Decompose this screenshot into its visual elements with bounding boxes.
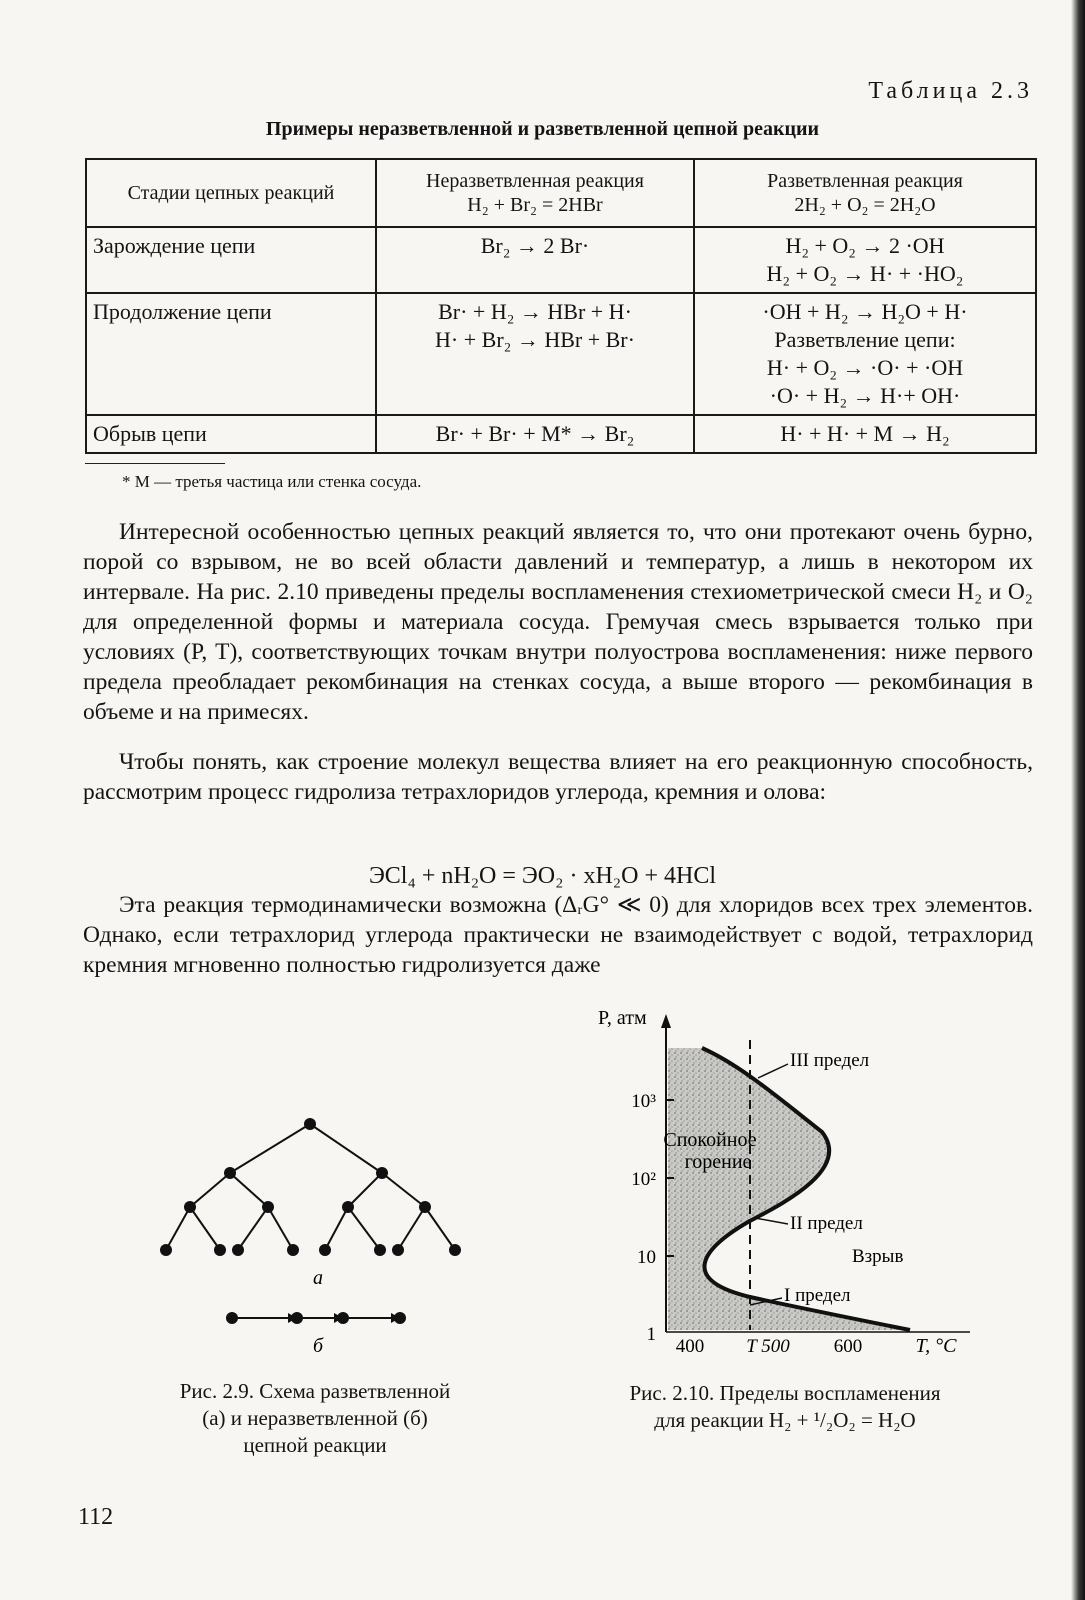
y-tick-1: 1 [646, 1324, 656, 1345]
header-stage: Стадии цепных реакций [86, 159, 376, 227]
header-branched-title: Разветвленная реакция [767, 170, 963, 192]
reaction-line: Разветвление цепи: [774, 327, 956, 352]
footnote-rule [85, 463, 225, 464]
chain-reactions-table [85, 158, 1037, 454]
stage-cell: Продолжение цепи [86, 293, 376, 415]
reaction-line: ·OH + H₂ → H₂O + H· [762, 299, 968, 324]
caption-line: (а) и неразветвленной (б) [202, 1406, 428, 1430]
reaction-line: Br₂ → 2 Br· [480, 233, 590, 258]
reaction-line: Br· + Br· + M* → Br₂ [435, 421, 635, 446]
branched-cell [694, 293, 1036, 415]
label-a: а [313, 1267, 323, 1289]
paragraph-3: Эта реакция термодинамически возможна (ΔᵣG° ≪ 0) для хлоридов всех трех элементов. Однако, если тетрахлорид углерода практически не взаимодействует с водой, тетрахлорид кремния мгновенно полностью гидролизуется даже [83, 892, 1033, 978]
table-footnote: * M — третья частица или стенка сосуда. [122, 472, 422, 491]
branched-cell [694, 415, 1036, 453]
reaction-line: H₂ + O₂ → H· + ·HO₂ [766, 261, 964, 286]
reaction-line: H· + H· + M → H₂ [780, 421, 950, 446]
y-tick-100: 10² [631, 1169, 656, 1190]
y-axis-label: P, атм [598, 1010, 647, 1029]
table-row [86, 227, 1036, 293]
reaction-line: H· + O₂ → ·O· + ·OH [766, 355, 964, 380]
explosion-label: Взрыв [852, 1246, 904, 1267]
caption-line: для реакции H₂ + ¹/₂O₂ = H₂O [654, 1408, 916, 1432]
figure-2-10-caption [580, 1380, 990, 1434]
book-spine-shadow [1071, 0, 1085, 1600]
header-unbranched [376, 159, 694, 227]
figure-2-9-diagram [150, 1110, 480, 1360]
caption-line: Рис. 2.10. Пределы воспламенения [629, 1381, 941, 1405]
x-tick-600: 600 [833, 1336, 863, 1357]
reaction-line: H· + Br₂ → HBr + Br· [435, 327, 635, 352]
x-tick-400: 400 [675, 1336, 705, 1357]
header-unbranched-title: Неразветвленная реакция [426, 170, 644, 192]
table-row [86, 293, 1036, 415]
limit-II-label: II предел [790, 1213, 863, 1234]
limit-I-label: I предел [784, 1285, 851, 1306]
stage-cell: Обрыв цепи [86, 415, 376, 453]
x-axis-label: T, °C [915, 1335, 957, 1357]
header-branched [694, 159, 1036, 227]
table-label: Таблица 2.3 [868, 78, 1033, 104]
reaction-line: Br· + H₂ → HBr + H· [438, 299, 632, 324]
y-axis-arrow-icon [661, 1014, 671, 1028]
reaction-line: ·O· + H₂ → H·+ OH· [769, 383, 961, 408]
table-title: Примеры неразветвленной и разветвленной цепной реакции [265, 118, 820, 140]
calm-combustion-label-1: Спокойное [663, 1129, 757, 1151]
stage-cell: Зарождение цепи [86, 227, 376, 293]
calm-combustion-label-2: горение [684, 1151, 752, 1173]
hydrolysis-equation: ЭCl₄ + nH₂O = ЭO₂ · xH₂O + 4HCl [368, 863, 717, 889]
branched-tree-edges [166, 1124, 455, 1318]
page-number: 112 [78, 1504, 114, 1530]
y-tick-1000: 10³ [631, 1091, 656, 1112]
caption-line: цепной реакции [243, 1433, 387, 1457]
branched-cell [694, 227, 1036, 293]
y-tick-10: 10 [637, 1247, 656, 1268]
figure-2-9-caption [130, 1378, 500, 1459]
unbranched-cell [376, 415, 694, 453]
table-header-row [86, 159, 1036, 227]
unbranched-cell [376, 293, 694, 415]
figure-2-10-diagram [590, 1010, 980, 1360]
paragraph-2: Чтобы понять, как строение молекул вещества влияет на его реакционную способность, рассмотрим процесс гидролиза тетрахлоридов углерода, кремния и олова: [83, 749, 1033, 805]
limit-III-label: III предел [790, 1050, 870, 1071]
table-row [86, 415, 1036, 453]
caption-line: Рис. 2.9. Схема разветвленной [179, 1379, 451, 1403]
header-branched-eq: 2H₂ + O₂ = 2H₂O [794, 194, 936, 216]
x-tick-T500: T 500 [746, 1336, 790, 1357]
paragraph-1: Интересной особенностью цепных реакций является то, что они протекают очень бурно, порой со взрывом, не во всей области давлений и температур, а лишь в некотором их интервале. На рис. 2.10 приведены пределы воспламенения стехиометрической смеси H₂ и O₂ для определенной формы и материала сосуда. Гремучая смесь взрывается только при условиях (P, T), соответствующих точкам внутри полуострова воспламенения: ниже первого предела преобладает рекомбинация на стенках сосуда, а выше второго — рекомбинация в объеме и на примесях. [83, 519, 1033, 725]
label-b: б [312, 1335, 324, 1357]
header-unbranched-eq: H₂ + Br₂ = 2HBr [467, 194, 603, 216]
unbranched-cell [376, 227, 694, 293]
reaction-line: H₂ + O₂ → 2 ·OH [785, 233, 945, 258]
branched-tree-nodes [160, 1118, 461, 1256]
